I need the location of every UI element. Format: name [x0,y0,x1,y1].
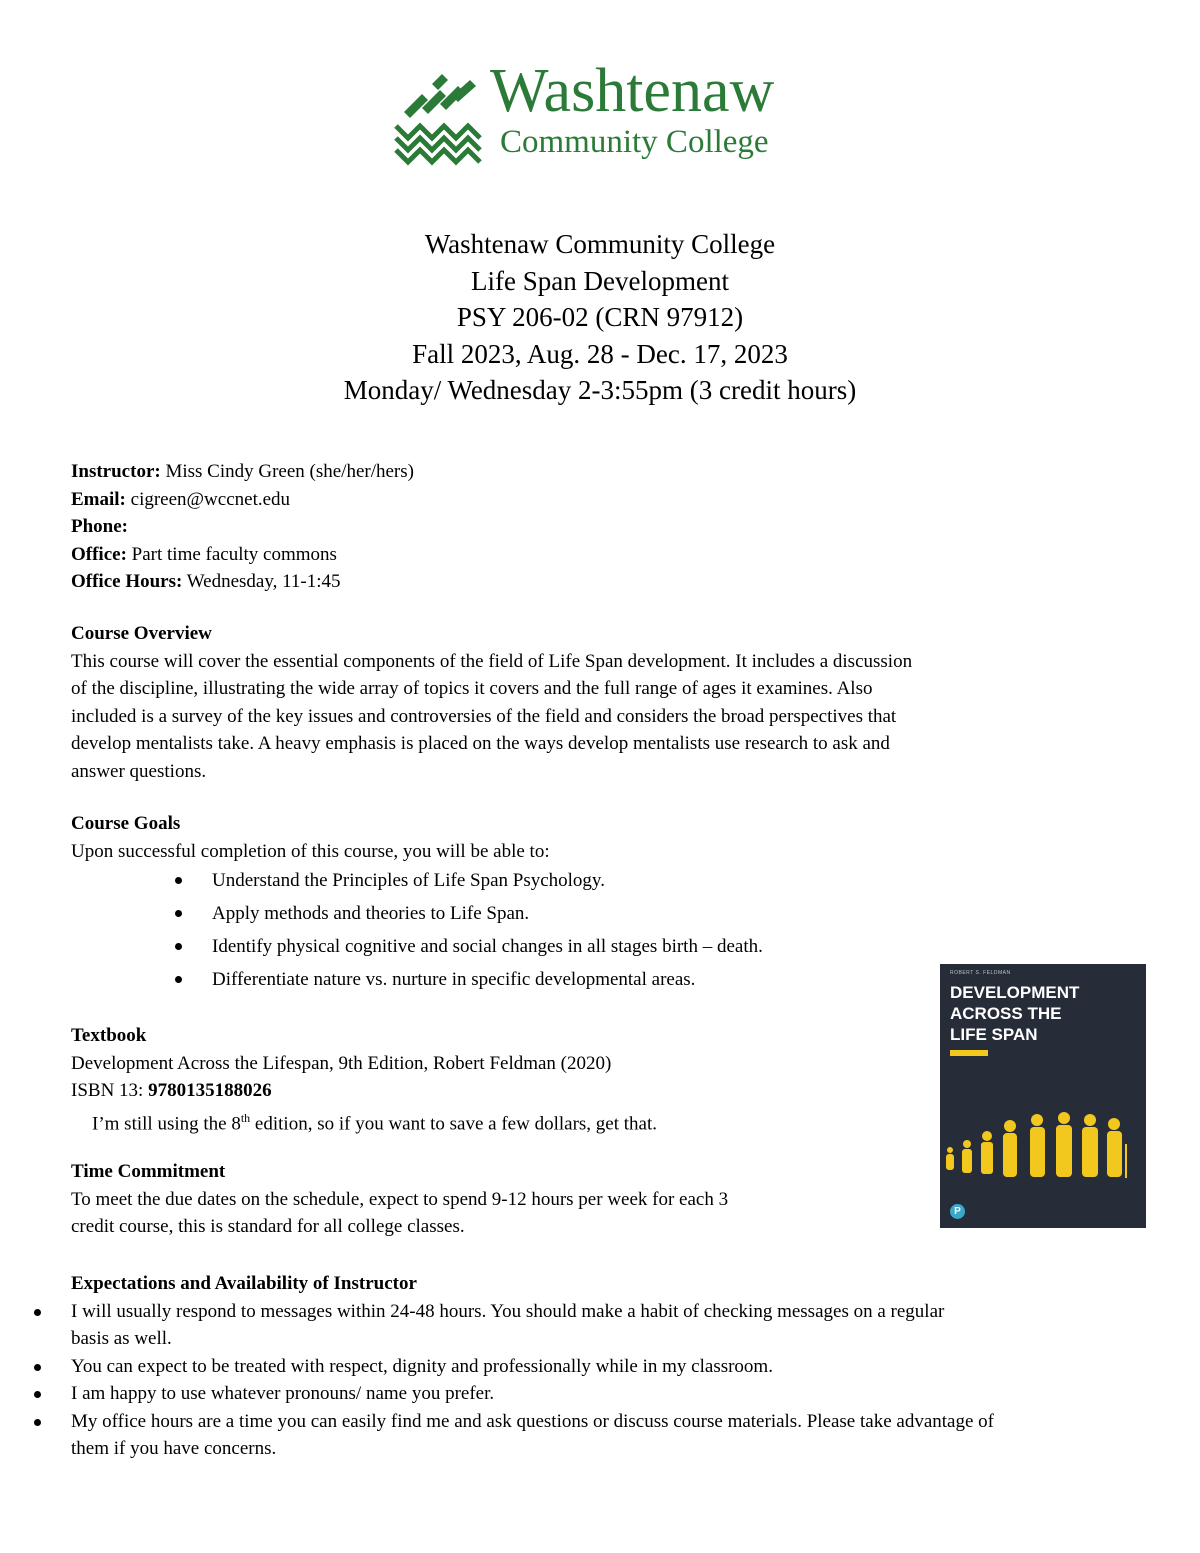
email-row [71,486,414,514]
expectations-section [71,1270,1060,1463]
wave-emblem-icon [392,68,488,168]
list-item: Differentiate nature vs. nurture in specific developmental areas. [71,963,763,996]
overview-line: included is a survey of the key issues and controversies of the field and considers the broad perspectives that [71,705,897,727]
phone-label: Phone: [71,516,128,537]
instructor-value: Miss Cindy Green (she/her/hers) [160,461,414,482]
time-line: credit course, this is standard for all college classes. [71,1216,465,1237]
edition-bar [950,1050,988,1056]
book-title-line: LIFE SPAN [950,1025,1038,1044]
book-title [950,982,1079,1045]
instructor-label: Instructor: [71,461,161,482]
section-heading: Course Overview [71,623,212,644]
time-commitment-section [71,1158,728,1241]
list-item: Identify physical cognitive and social changes in all stages birth – death. [71,930,763,963]
overview-line: answer questions. [71,760,207,782]
course-schedule: Monday/ Wednesday 2-3:55pm (3 credit hours) [343,375,857,405]
course-term: Fall 2023, Aug. 28 - Dec. 17, 2023 [412,338,788,369]
college-logo [392,57,812,170]
book-author: ROBERT S. FELDMAN [950,970,1011,976]
instructor-row [71,458,414,486]
isbn-value: 9780135188026 [148,1080,272,1101]
edition-note-end: edition, so if you want to save a few dollars, get that. [250,1112,657,1134]
overview-line: develop mentalists take. A heavy emphasis is placed on the ways develop mentalists use research to ask and [71,733,890,754]
textbook-citation: Development Across the Lifespan, 9th Edition, Robert Feldman (2020) [71,1052,612,1074]
overview-line: of the discipline, illustrating the wide array of topics it covers and the full range of ages it examines. Also [71,678,873,699]
course-title: Life Span Development [471,265,729,296]
logo-wordmark-line1: Washtenaw [490,57,775,125]
course-overview-section [71,620,912,785]
publisher-logo: P [950,1204,965,1219]
logo-wordmark-line2: Community College [500,124,769,160]
office-label: Office: [71,543,127,565]
expectations-list [0,1298,1060,1463]
section-heading: Course Goals [71,813,181,834]
email-label: Email: [71,488,126,510]
goals-intro: Upon successful completion of this course, you will be able to: [71,840,550,862]
edition-note-sup: th [240,1110,251,1125]
list-item: Apply methods and theories to Life Span. [71,897,763,930]
course-header [0,226,1200,409]
office-hours-value: Wednesday, 11-1:45 [182,571,341,592]
course-code: PSY 206-02 (CRN 97912) [456,302,744,332]
section-heading: Time Commitment [71,1161,226,1182]
office-hours-label: Office Hours: [71,571,183,592]
office-hours-row [71,568,414,596]
list-item: Understand the Principles of Life Span Psychology. [71,864,763,897]
edition-note-start: I’m still using the 8 [92,1112,241,1134]
email-value[interactable]: cigreen@wccnet.edu [125,488,291,510]
goals-list [71,864,763,996]
time-line: To meet the due dates on the schedule, expect to spend 9-12 hours per week for each 3 [71,1188,729,1210]
textbook-section [71,1022,657,1137]
isbn-label: ISBN 13: [71,1080,149,1101]
list-item: My office hours are a time you can easily find me and ask questions or discuss course materials. Please take advantage of them if you have concerns. [0,1408,1060,1463]
book-title-line: DEVELOPMENT [950,983,1080,1002]
section-heading: Textbook [71,1025,147,1046]
course-goals-section [71,810,550,865]
list-item: I will usually respond to messages within 24-48 hours. You should make a habit of checking messages on a regular basis as well. [0,1298,1060,1353]
list-item: I am happy to use whatever pronouns/ name you prefer. [0,1380,1060,1408]
list-item: You can expect to be treated with respect, dignity and professionally while in my classroom. [0,1353,1060,1381]
office-row [71,541,414,569]
overview-line: This course will cover the essential components of the field of Life Span development. It includes a discussion [71,650,913,672]
book-title-line: ACROSS THE [950,1004,1062,1023]
office-value: Part time faculty commons [126,543,337,565]
instructor-info [71,458,414,596]
textbook-cover-image [940,964,1146,1228]
section-heading: Expectations and Availability of Instructor [71,1273,417,1294]
edition-note [71,1105,657,1138]
life-span-silhouettes-icon [940,1084,1146,1184]
isbn-row [71,1077,657,1105]
phone-row [71,513,414,541]
college-name: Washtenaw Community College [424,229,776,259]
